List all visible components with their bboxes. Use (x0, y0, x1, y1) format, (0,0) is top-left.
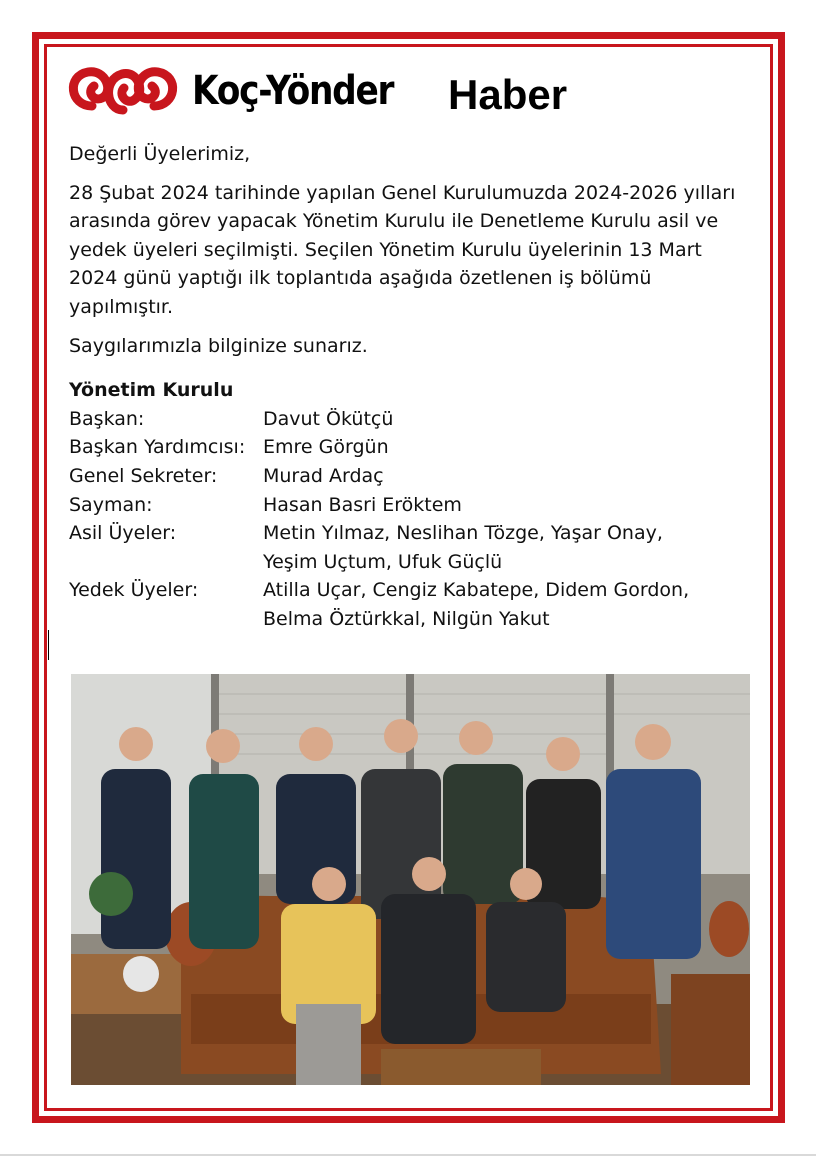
board-names (263, 576, 759, 633)
board-row (69, 491, 759, 520)
board-role: Sayman: (69, 493, 153, 516)
board-role: Başkan: (69, 407, 145, 430)
board-names: Hasan Basri Eröktem (263, 493, 462, 516)
newsletter-title: Haber (448, 71, 568, 118)
group-photo-illustration (71, 674, 750, 1085)
board-row (69, 433, 759, 462)
koc-yonder-logo-icon (62, 62, 184, 120)
board-row (69, 405, 759, 434)
letter-content (69, 140, 759, 634)
logo-wordmark: Koç-Yönder (192, 68, 394, 114)
board-names: Murad Ardaç (263, 464, 384, 487)
board-role: Asil Üyeler: (69, 522, 177, 545)
closing-line: Saygılarımızla bilginize sunarız. (69, 334, 368, 357)
board-title: Yönetim Kurulu (69, 379, 234, 402)
newsletter-header (62, 60, 622, 124)
paragraph-line: yedek üyeleri seçilmişti. Seçilen Yönetim Kurulu üyelerinin 13 Mart (69, 238, 702, 261)
board-names: Davut Ökütçü (263, 407, 394, 430)
board-names: Emre Görgün (263, 436, 389, 459)
paragraph-line: yapılmıştır. (69, 295, 174, 318)
board-role: Başkan Yardımcısı: (69, 436, 246, 459)
names-line: Yeşim Uçtum, Ufuk Güçlü (263, 550, 503, 573)
board-role: Yedek Üyeler: (69, 579, 199, 602)
board-row (69, 576, 759, 633)
paragraph-line: 2024 günü yaptığı ilk toplantıda aşağıda özetlenen iş bölümü (69, 267, 652, 290)
names-line: Metin Yılmaz, Neslihan Tözge, Yaşar Onay, (263, 522, 663, 545)
board-group-photo (71, 674, 750, 1085)
board-row (69, 519, 759, 576)
board-names (263, 519, 759, 576)
text-cursor (48, 630, 49, 660)
names-line: Atilla Uçar, Cengiz Kabatepe, Didem Gordon, (263, 579, 690, 602)
greeting: Değerli Üyelerimiz, (69, 143, 251, 165)
paragraph-line: arasında görev yapacak Yönetim Kurulu ile Denetleme Kurulu asil ve (69, 210, 719, 233)
board-row (69, 462, 759, 491)
announcement-paragraph (69, 179, 759, 322)
board-role: Genel Sekreter: (69, 464, 218, 487)
names-line: Belma Öztürkkal, Nilgün Yakut (263, 607, 550, 630)
paragraph-line: 28 Şubat 2024 tarihinde yapılan Genel Kurulumuzda 2024-2026 yılları (69, 181, 736, 204)
